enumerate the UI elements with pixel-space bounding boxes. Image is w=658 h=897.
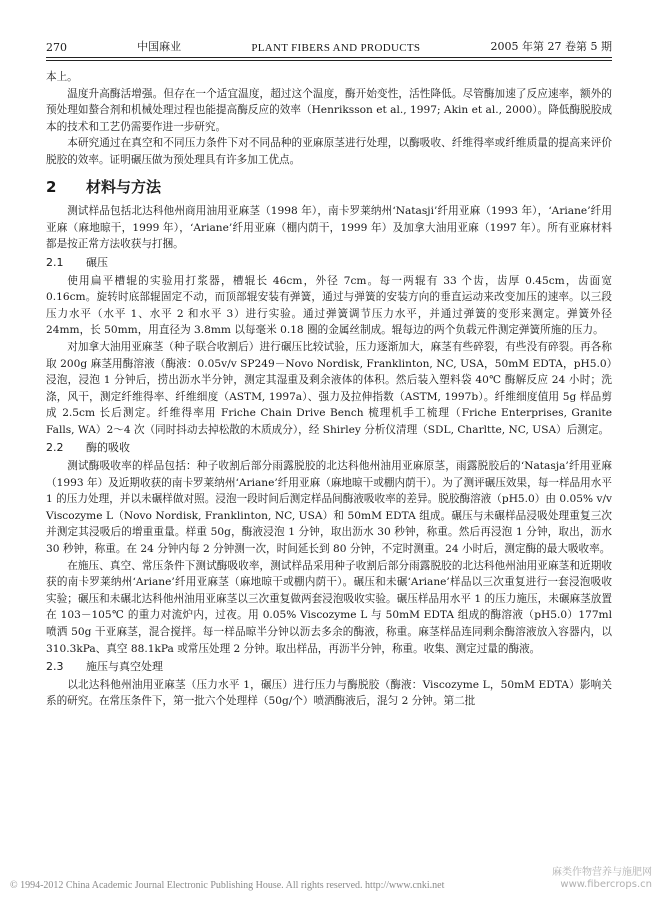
paragraph: 使用扁平槽辊的实验用打浆器，槽辊长 46cm，外径 7cm。每一两辊有 33 个齿，齿厚 0.45cm，齿面宽 0.16cm。旋转时底部辊固定不动，而顶部辊安装有弹簧，通过与弹簧的安装方向的垂直运动来改变加压的速率。以三段压力水平（水平 1、水平 2 和水平 3）进行实验。通过弹簧调节压力水平，并通过弹簧的变形来测定。弹簧外径 24mm，长 50mm，用直径为 3.8mm 以每毫米 0.18 圈的金属丝制成。辊每边的两个负载元件测定弹簧所施的压力。 xyxy=(46,274,612,337)
header-rule xyxy=(46,57,612,61)
watermark xyxy=(552,867,652,891)
subsection-number: 2.1 xyxy=(46,255,64,269)
subsection-number: 2.3 xyxy=(46,660,64,674)
copyright-line: © 1994-2012 China Academic Journal Electronic Publishing House. All rights reserved. http://www.cnki.net xyxy=(10,880,445,891)
section-number: 2 xyxy=(46,177,57,196)
paragraph: 测试酶吸收率的样品包括：种子收割后部分雨露脱胶的北达科他州油用亚麻原茎，雨露脱胶后的‘Natasja’纤用亚麻（1993 年）及近期收获的南卡罗莱纳州‘Ariane’纤用亚麻（麻地晾干或棚内荫干）。为了测评碾压效果，每一样品用水平 1 的压力处理，并以未碾样做对照。浸泡一段时间后测定样品间酶液吸收率的差异。脱胶酶溶液（pH5.0）由 0.05% v/v Viscozyme L（Novo Nordisk, Franklinton, NC, USA）和 50mM EDTA 组成。碾压与未碾样品浸吸处理重复三次并测定其浸吸后的增重重量。样重 50g，酶液浸泡 1 分钟，取出沥水 30 秒钟，称重。然后再浸泡 1 分钟，取出，沥水 30 秒钟，称重。在 24 分钟内每 2 分钟测一次，时间延长到 80 分钟，不定时测重。24 小时后，测定酶的最大吸收率。 xyxy=(46,460,612,556)
subsection-number: 2.2 xyxy=(46,441,64,455)
section-title: 材料与方法 xyxy=(86,177,162,196)
subsection-heading xyxy=(46,659,612,676)
paragraph: 以北达科他州油用亚麻茎（压力水平 1，碾压）进行压力与酶脱胶（酶液：Viscozyme L，50mM EDTA）影响关系的研究。在常压条件下，第一批六个处理样（50g/个）喷洒酶液后，混匀 2 分钟。第二批 xyxy=(46,678,612,708)
watermark-text: 麻类作物营养与施肥网 xyxy=(552,867,652,878)
page-number: 270 xyxy=(46,41,67,54)
subsection-heading xyxy=(46,255,612,272)
article-body xyxy=(46,69,612,710)
paragraph: 温度升高酶活增强。但存在一个适宜温度，超过这个温度，酶开始变性，活性降低。尽管酶加速了反应速率，额外的预处理如螯合剂和机械处理过程也能提高酶反应的效率（Henriksson et al., 1997; Akin et al., 2000）。降低酶脱胶成本的技术和工艺仍需要作进一步研究。 xyxy=(46,87,612,133)
subsection-title: 酶的吸收 xyxy=(86,441,130,455)
watermark-url: www.fibercrops.cn xyxy=(560,879,652,890)
section-heading xyxy=(46,179,612,196)
running-header xyxy=(46,38,612,57)
paragraph: 本上。 xyxy=(46,71,78,83)
issue-info: 2005 年第 27 卷第 5 期 xyxy=(490,40,612,53)
paragraph: 本研究通过在真空和不同压力条件下对不同品种的亚麻原茎进行处理，以酶吸收、纤维得率或纤维质量的提高来评价脱胶的效率。证明碾压做为预处理具有许多加工优点。 xyxy=(46,137,612,166)
paragraph: 对加拿大油用亚麻茎（种子联合收割后）进行碾压比较试验，压力逐渐加大，麻茎有些碎裂，有些没有碎裂。再各称取 200g 麻茎用酶溶液（酶液：0.05v/v SP249－Novo Nordisk, Franklinton, NC, USA，50mM EDTA，pH5.0）浸泡，浸泡 1 分钟后，捞出沥水半分钟，测定其湿重及剩余液体的体积。然后装入塑料袋 40℃ 酶解反应 24 小时；洗涤，风干，测定纤维得率、纤维细度（ASTM, 1997a）、强力及拉伸指数（ASTM, 1997b）。纤维细度值用 5g 样品剪成 2.5cm 长后测定。纤维得率用 Friche Chain Drive Bench 梳理机手工梳理（Friche Enterprises, Granite Falls, WA）2～4 次（同时抖动去掉松散的木质成分），经 Shirley 分析仪清理（SDL, Charltte, NC, USA）后测定。 xyxy=(46,340,612,436)
paragraph: 在施压、真空、常压条件下测试酶吸收率，测试样品采用种子收割后部分雨露脱胶的北达科他州油用亚麻茎和近期收获的南卡罗莱纳州‘Ariane’纤用亚麻茎（麻地晾干或棚内荫干）。碾压和未碾‘Ariane’样品以三次重复进行一套浸泡吸收实验；碾压和未碾北达科他州油用亚麻茎以三次重复做两套浸泡吸收实验。碾压样品用水平 1 的压力施压，未碾麻茎放置在 103－105℃ 的重力对流炉内，过夜。用 0.05% Viscozyme L 与 50mM EDTA 组成的酶溶液（pH5.0）177ml 喷洒 50g 干亚麻茎，混合搅拌。每一样品晾半分钟以沥去多余的酶液，称重。麻茎样品连同剩余酶溶液放入容器内，以 310.3kPa、真空 88.1kPa 或常压处理 2 分钟。取出样品，再沥半分钟，称重。收集、测定过量的酶液。 xyxy=(46,559,612,655)
journal-name-en: PLANT FIBERS AND PRODUCTS xyxy=(251,42,421,54)
journal-name-cn: 中国麻业 xyxy=(137,40,182,53)
subsection-heading xyxy=(46,440,612,457)
subsection-title: 碾压 xyxy=(86,255,108,269)
page-footer xyxy=(0,867,658,891)
subsection-title: 施压与真空处理 xyxy=(86,660,163,674)
paragraph: 测试样品包括北达科他州商用油用亚麻茎（1998 年），南卡罗莱纳州‘Natasji’纤用亚麻（1993 年），‘Ariane’纤用亚麻（麻地晾干，1999 年），‘Ariane’纤用亚麻（棚内荫干，1999 年）及加拿大油用亚麻（1997 年）。所有亚麻材料都是按正常方法收获与打捆。 xyxy=(46,205,612,251)
